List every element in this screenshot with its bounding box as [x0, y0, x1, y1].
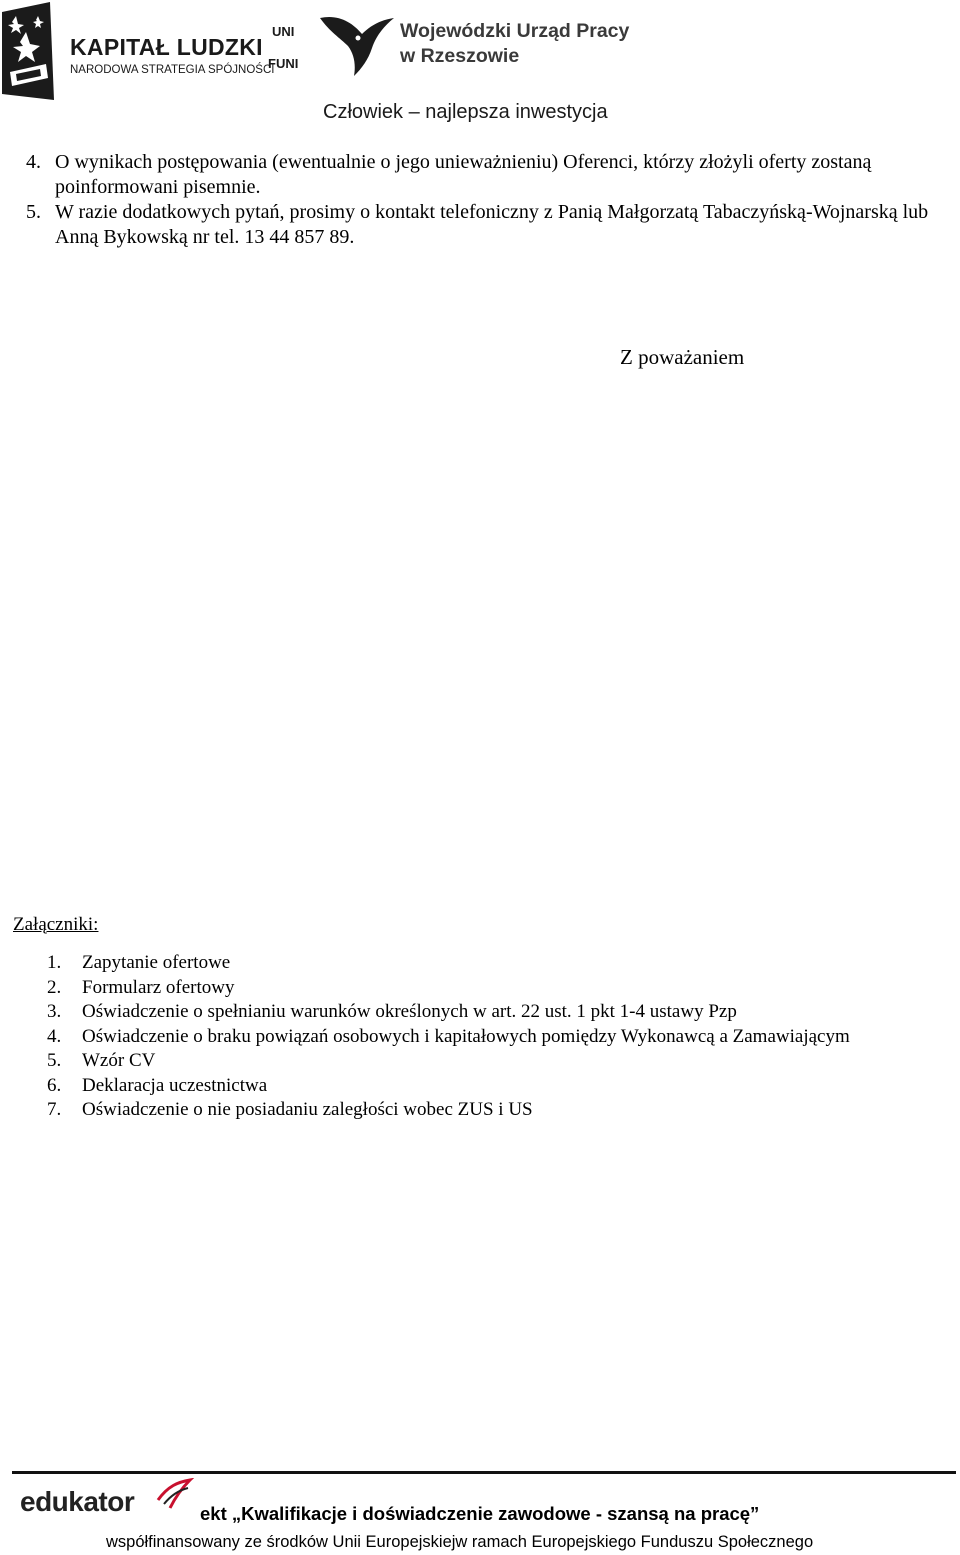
attachment-text: Deklaracja uczestnictwa [82, 1074, 268, 1096]
paragraph-number: 4. [26, 151, 41, 173]
attachment-number: 3. [47, 1001, 62, 1022]
attachment-number: 4. [47, 1025, 62, 1047]
attachment-text: Oświadczenie o braku powiązań osobowych i kapitałowych pomiędzy Wykonawcą a Zamawiającym [82, 1025, 850, 1047]
kapital-ludzki-subtitle: NARODOWA STRATEGIA SPÓJNOŚCI [70, 64, 275, 76]
attachment-item [47, 951, 850, 976]
attachment-number: 5. [47, 1050, 62, 1071]
attachments-heading: Załączniki: [13, 914, 99, 935]
kapital-ludzki-title: KAPITAŁ LUDZKI [70, 34, 263, 60]
closing-salutation: Z poważaniem [620, 345, 745, 369]
attachment-item [47, 1049, 850, 1074]
paragraph-number: 5. [26, 201, 41, 223]
ue-logo-text-bottom: FUNI [268, 56, 299, 71]
attachments-list [47, 951, 850, 1123]
footer-divider [12, 1471, 956, 1474]
attachment-text: Formularz ofertowy [82, 976, 235, 998]
paragraph-item [26, 150, 956, 200]
attachment-text: Oświadczenie o nie posiadaniu zaległości wobec ZUS i US [82, 1099, 533, 1120]
attachment-text: Zapytanie ofertowe [82, 952, 231, 973]
attachment-item [47, 1000, 850, 1025]
kapital-ludzki-logo [0, 0, 275, 105]
attachment-item [47, 1098, 850, 1123]
attachment-number: 1. [47, 952, 62, 973]
paragraph-text: W razie dodatkowych pytań, prosimy o kontakt telefoniczny z Panią Małgorzatą Tabaczyńską-Wojnarską lub Anną Bykowską nr tel. 13 44 857 89. [55, 201, 929, 248]
letter-body [26, 150, 956, 250]
attachment-item [47, 976, 850, 1001]
wup-bird-logo-icon [318, 12, 396, 78]
attachment-text: Wzór CV [82, 1050, 156, 1071]
attachment-number: 7. [47, 1099, 62, 1120]
attachment-number: 6. [47, 1074, 62, 1096]
attachment-item [47, 1074, 850, 1099]
attachment-text: Oświadczenie o spełnianiu warunków określonych w art. 22 ust. 1 pkt 1-4 ustawy Pzp [82, 1001, 737, 1022]
ue-logo-text-top: UNI [272, 24, 295, 39]
wup-name-line2: w Rzeszowie [400, 45, 520, 67]
paragraph-text: O wynikach postępowania (ewentualnie o jego unieważnieniu) Oferenci, którzy złożyli oferty zostaną poinformowani pisemnie. [55, 151, 872, 198]
attachment-number: 2. [47, 976, 62, 998]
edukator-logo-text: edukator [20, 1486, 135, 1517]
paragraph-item [26, 200, 956, 250]
wup-name-line1: Wojewódzki Urząd Pracy [400, 20, 630, 42]
footer-cofunding-note: współfinansowany ze środków Unii Europejskiejw ramach Europejskiego Funduszu Społecznego [106, 1533, 814, 1551]
kapital-ludzki-emblem-icon [2, 2, 54, 100]
attachment-item [47, 1025, 850, 1050]
footer-project-title: ekt „Kwalifikacje i doświadczenie zawodowe - szansą na pracę” [200, 1503, 760, 1524]
header-tagline: Człowiek – najlepsza inwestycja [323, 101, 608, 123]
